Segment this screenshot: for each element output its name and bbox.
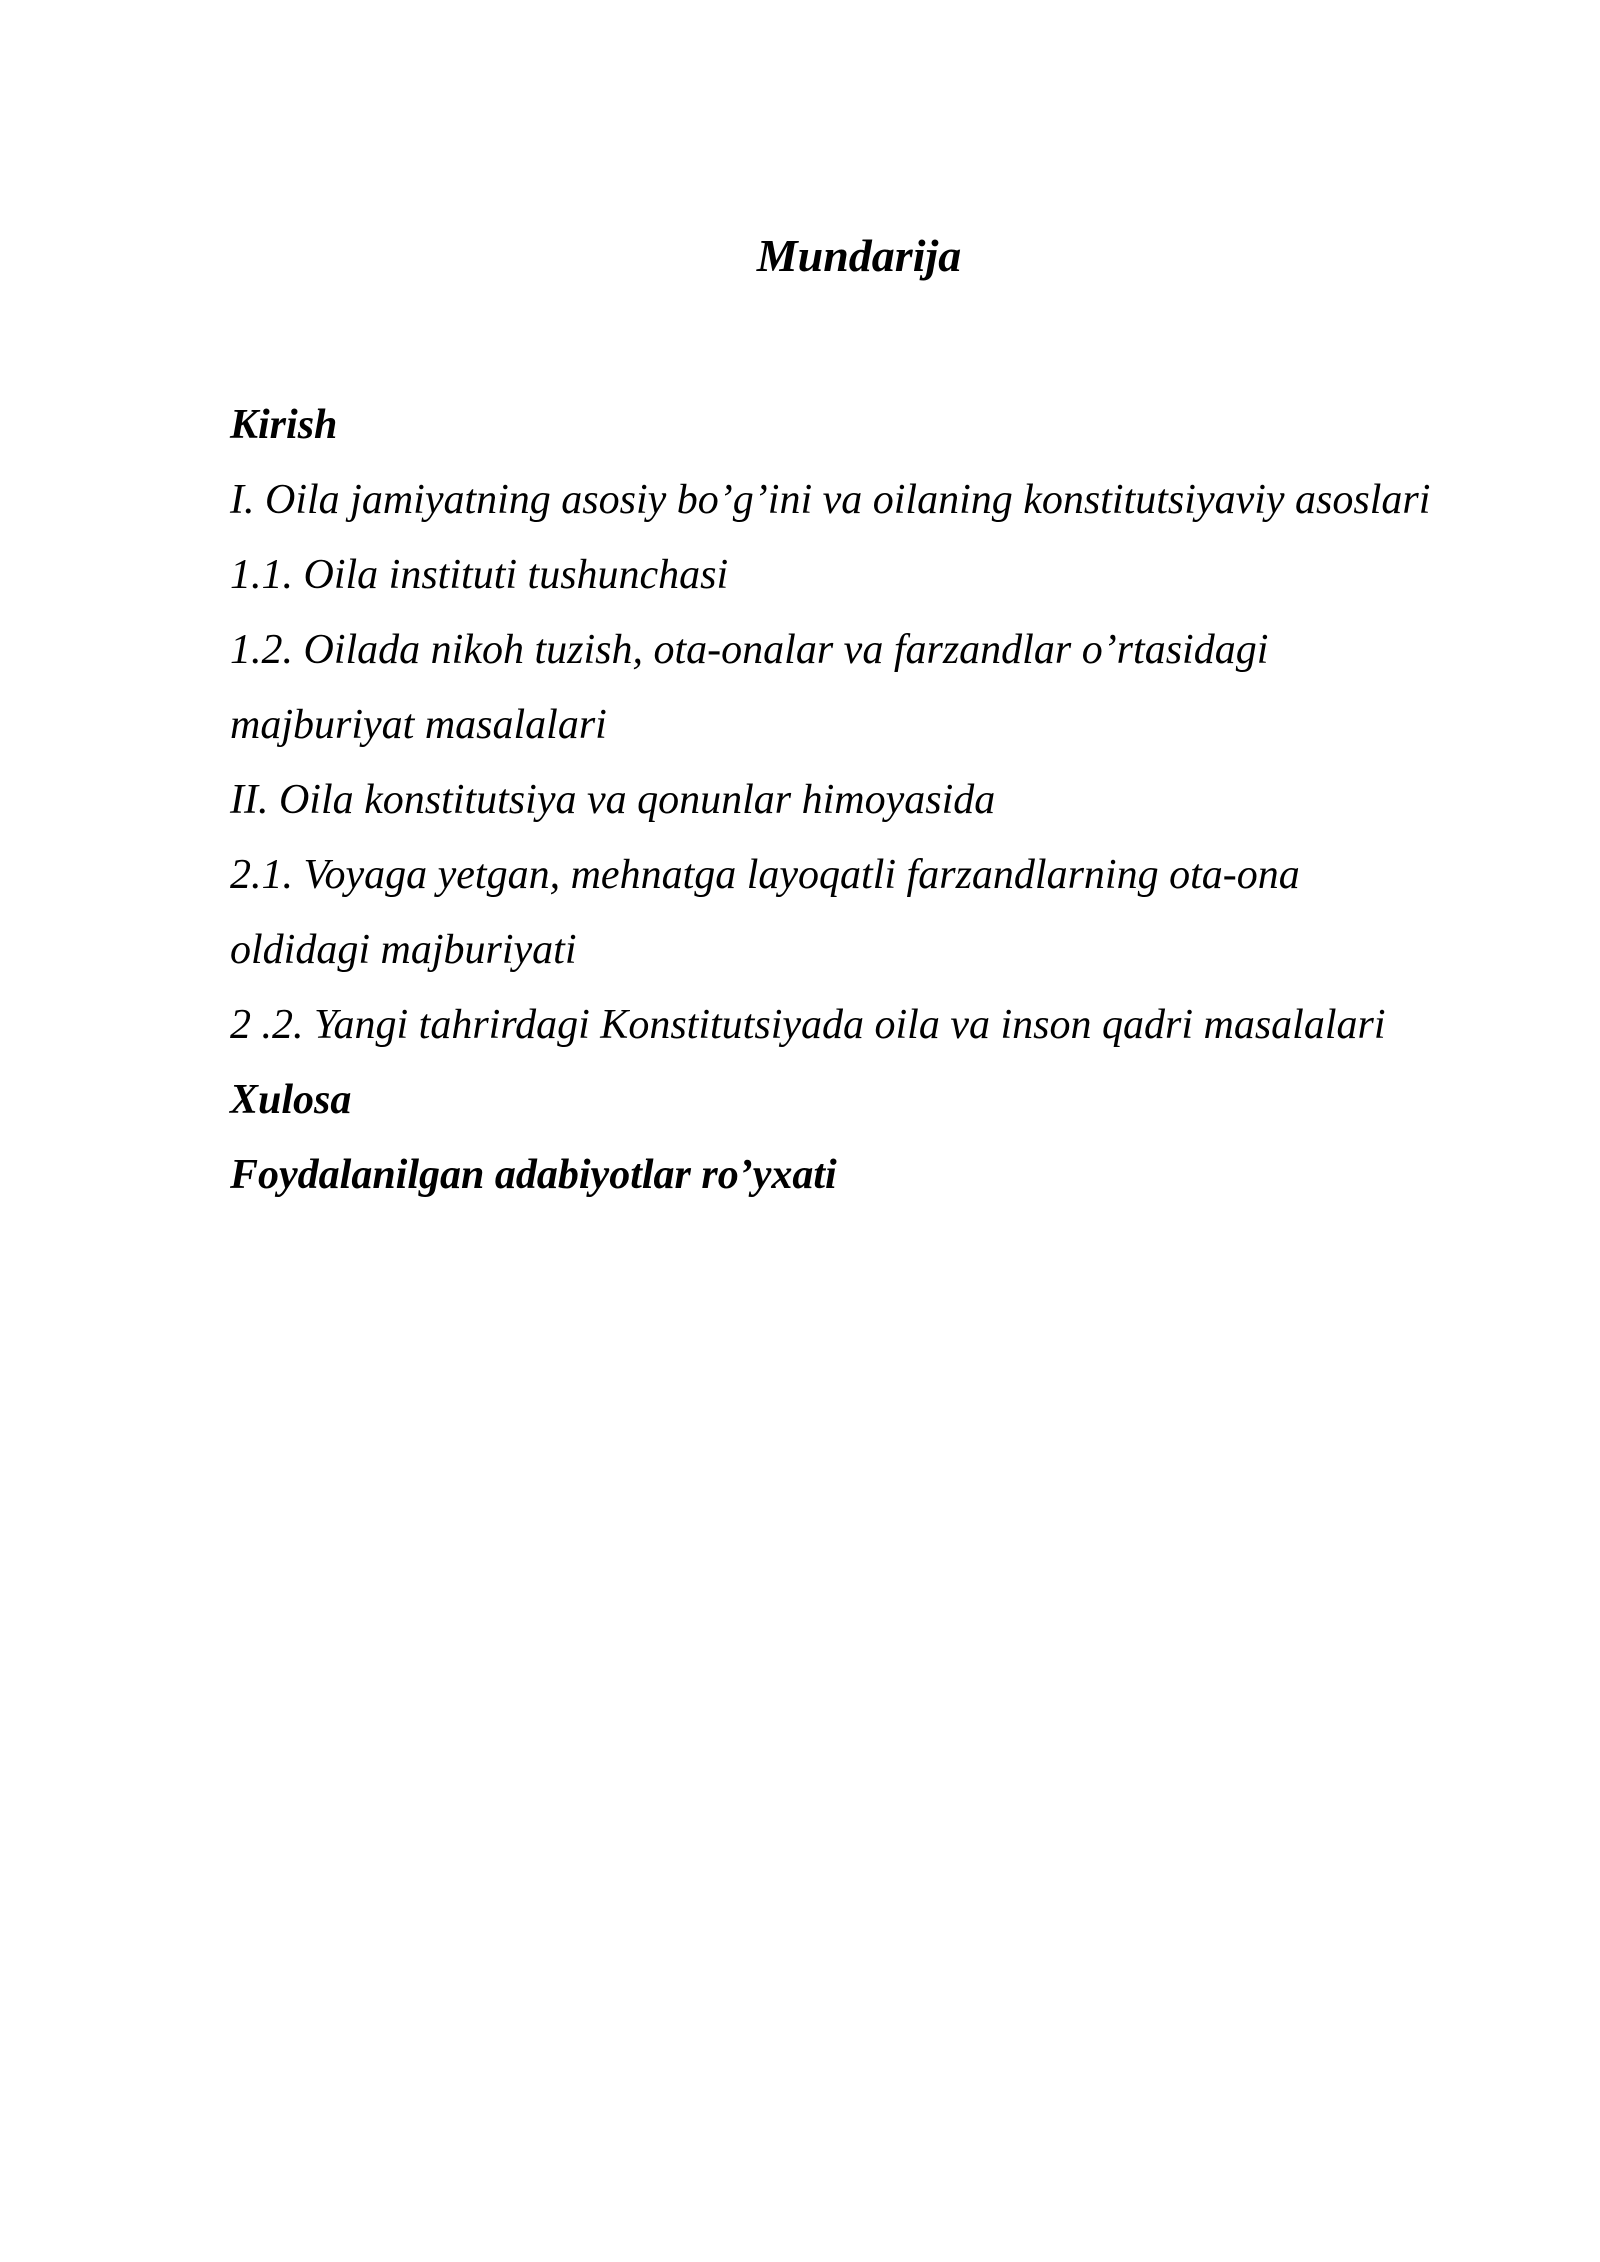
toc-item-conclusion: Xulosa [230, 1077, 352, 1123]
toc-item-chapter-2: II. Oila konstitutsiya va qonunlar himoyasida [230, 777, 996, 823]
toc-item-section-1-2: 1.2. Oilada nikoh tuzish, ota-onalar va farzandlar o’rtasidagi [230, 627, 1269, 673]
toc-item-section-1-1: 1.1. Oila instituti tushunchasi [230, 552, 729, 598]
toc-item-section-2-1: 2.1. Voyaga yetgan, mehnatga layoqatli farzandlarning ota-ona [230, 852, 1300, 898]
toc-item-section-2-2: 2 .2. Yangi tahrirdagi Konstitutsiyada oila va inson qadri masalalari [230, 1002, 1386, 1048]
toc-item-section-1-2-continued: majburiyat masalalari [230, 702, 607, 748]
toc-item-introduction: Kirish [230, 402, 338, 448]
toc-item-chapter-1: I. Oila jamiyatning asosiy bo’g’ini va oilaning konstitutsiyaviy asoslari [230, 477, 1431, 523]
toc-item-references: Foydalanilgan adabiyotlar ro’yxati [230, 1152, 837, 1198]
page-title: Mundarija [756, 230, 962, 281]
toc-item-section-2-1-continued: oldidagi majburiyati [230, 927, 577, 973]
table-of-contents [230, 388, 1470, 1213]
